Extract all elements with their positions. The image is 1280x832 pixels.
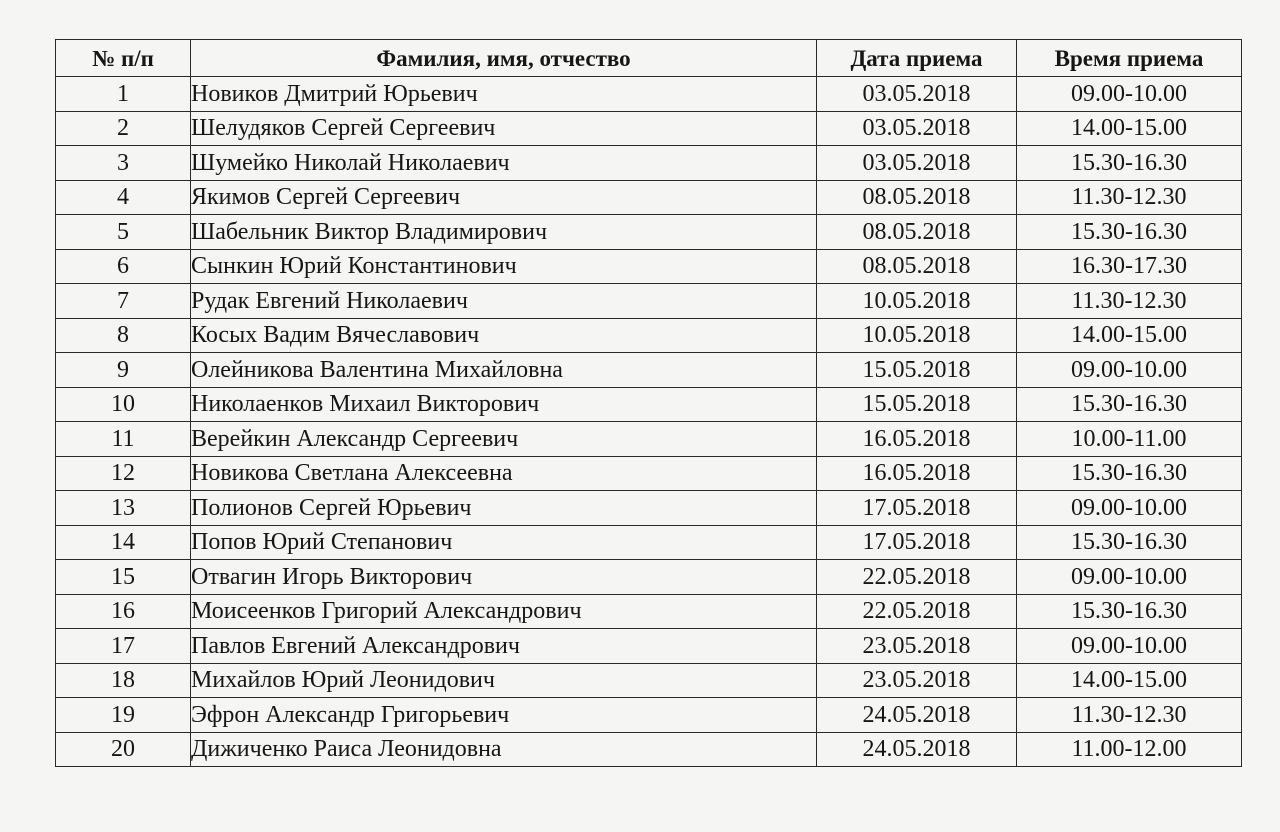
reception-time: 09.00-10.00 [1017,560,1242,595]
table-row [56,249,1242,284]
full-name: Олейникова Валентина Михайловна [191,353,817,388]
row-number: 9 [56,353,191,388]
full-name: Новикова Светлана Алексеевна [191,456,817,491]
full-name: Рудак Евгений Николаевич [191,284,817,319]
reception-time: 15.30-16.30 [1017,146,1242,181]
reception-date: 03.05.2018 [817,77,1017,112]
reception-date: 23.05.2018 [817,663,1017,698]
row-number: 4 [56,180,191,215]
table-row [56,77,1242,112]
full-name: Верейкин Александр Сергеевич [191,422,817,457]
table-row [56,732,1242,767]
reception-time: 09.00-10.00 [1017,77,1242,112]
reception-time: 11.30-12.30 [1017,698,1242,733]
full-name: Сынкин Юрий Константинович [191,249,817,284]
reception-time: 14.00-15.00 [1017,663,1242,698]
reception-time: 11.30-12.30 [1017,284,1242,319]
row-number: 11 [56,422,191,457]
reception-time: 09.00-10.00 [1017,353,1242,388]
reception-date: 03.05.2018 [817,146,1017,181]
full-name: Моисеенков Григорий Александрович [191,594,817,629]
table-row [56,525,1242,560]
reception-time: 11.00-12.00 [1017,732,1242,767]
row-number: 10 [56,387,191,422]
full-name: Павлов Евгений Александрович [191,629,817,664]
reception-date: 15.05.2018 [817,387,1017,422]
row-number: 6 [56,249,191,284]
full-name: Полионов Сергей Юрьевич [191,491,817,526]
full-name: Шелудяков Сергей Сергеевич [191,111,817,146]
table-row [56,456,1242,491]
reception-date: 17.05.2018 [817,525,1017,560]
reception-date: 22.05.2018 [817,560,1017,595]
header-number: № п/п [56,40,191,77]
reception-date: 16.05.2018 [817,422,1017,457]
reception-time: 10.00-11.00 [1017,422,1242,457]
reception-date: 08.05.2018 [817,180,1017,215]
row-number: 8 [56,318,191,353]
table-row [56,387,1242,422]
reception-date: 24.05.2018 [817,732,1017,767]
row-number: 18 [56,663,191,698]
table-row [56,146,1242,181]
reception-time: 15.30-16.30 [1017,215,1242,250]
table-row [56,422,1242,457]
full-name: Дижиченко Раиса Леонидовна [191,732,817,767]
row-number: 3 [56,146,191,181]
row-number: 15 [56,560,191,595]
table-body [56,77,1242,767]
reception-date: 15.05.2018 [817,353,1017,388]
row-number: 16 [56,594,191,629]
reception-date: 10.05.2018 [817,284,1017,319]
table-row [56,180,1242,215]
full-name: Николаенков Михаил Викторович [191,387,817,422]
table-row [56,594,1242,629]
full-name: Михайлов Юрий Леонидович [191,663,817,698]
reception-date: 10.05.2018 [817,318,1017,353]
table-row [56,284,1242,319]
reception-time: 15.30-16.30 [1017,387,1242,422]
row-number: 5 [56,215,191,250]
reception-time: 14.00-15.00 [1017,318,1242,353]
reception-date: 22.05.2018 [817,594,1017,629]
reception-time: 16.30-17.30 [1017,249,1242,284]
full-name: Шумейко Николай Николаевич [191,146,817,181]
reception-time: 15.30-16.30 [1017,594,1242,629]
reception-date: 23.05.2018 [817,629,1017,664]
row-number: 7 [56,284,191,319]
reception-date: 03.05.2018 [817,111,1017,146]
row-number: 14 [56,525,191,560]
row-number: 20 [56,732,191,767]
reception-date: 16.05.2018 [817,456,1017,491]
reception-date: 24.05.2018 [817,698,1017,733]
row-number: 2 [56,111,191,146]
reception-time: 15.30-16.30 [1017,525,1242,560]
table-row [56,629,1242,664]
table-header-row [56,40,1242,77]
row-number: 12 [56,456,191,491]
reception-date: 08.05.2018 [817,215,1017,250]
header-reception-time: Время приема [1017,40,1242,77]
full-name: Эфрон Александр Григорьевич [191,698,817,733]
table-row [56,663,1242,698]
row-number: 13 [56,491,191,526]
reception-date: 17.05.2018 [817,491,1017,526]
full-name: Новиков Дмитрий Юрьевич [191,77,817,112]
table-row [56,215,1242,250]
full-name: Попов Юрий Степанович [191,525,817,560]
reception-time: 11.30-12.30 [1017,180,1242,215]
table-row [56,560,1242,595]
table-row [56,111,1242,146]
table-row [56,698,1242,733]
table-row [56,353,1242,388]
full-name: Якимов Сергей Сергеевич [191,180,817,215]
reception-time: 09.00-10.00 [1017,491,1242,526]
table-row [56,491,1242,526]
reception-time: 15.30-16.30 [1017,456,1242,491]
header-reception-date: Дата приема [817,40,1017,77]
row-number: 17 [56,629,191,664]
full-name: Отвагин Игорь Викторович [191,560,817,595]
row-number: 19 [56,698,191,733]
row-number: 1 [56,77,191,112]
full-name: Шабельник Виктор Владимирович [191,215,817,250]
full-name: Косых Вадим Вячеславович [191,318,817,353]
reception-time: 14.00-15.00 [1017,111,1242,146]
table-row [56,318,1242,353]
header-full-name: Фамилия, имя, отчество [191,40,817,77]
reception-time: 09.00-10.00 [1017,629,1242,664]
reception-date: 08.05.2018 [817,249,1017,284]
reception-schedule-table [55,39,1242,767]
